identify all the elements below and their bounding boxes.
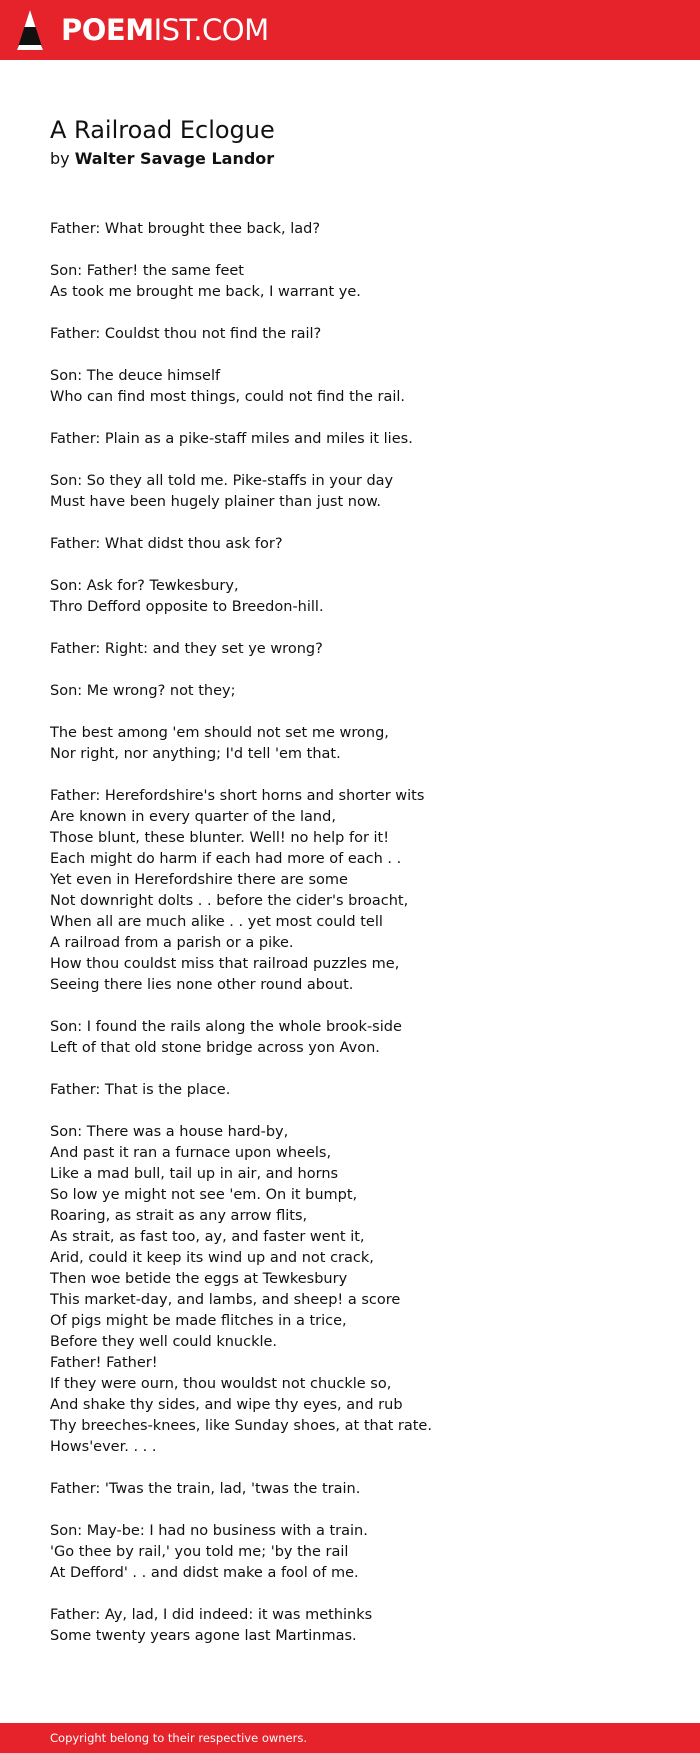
stanza	[50, 576, 670, 618]
stanza	[50, 1017, 670, 1059]
poem-line: Those blunt, these blunter. Well! no help for it!	[50, 830, 390, 846]
poem-line: A railroad from a parish or a pike.	[50, 935, 294, 951]
stanza	[50, 786, 670, 996]
poem-line: Son: So they all told me. Pike-staffs in your day	[50, 473, 394, 489]
brand-bold: POEM	[61, 13, 154, 47]
stanza	[50, 1122, 670, 1458]
poem-line: Are known in every quarter of the land,	[50, 809, 336, 825]
stanza	[50, 723, 670, 765]
poem-line: Father! Father!	[50, 1355, 158, 1371]
poem-line: Father: What didst thou ask for?	[50, 536, 283, 552]
poem-line: Not downright dolts . . before the cider's broacht,	[50, 893, 409, 909]
stanza	[50, 681, 670, 702]
byline-prefix: by	[50, 149, 70, 168]
stanza	[50, 1605, 670, 1647]
poem-line: Father: Plain as a pike-staff miles and miles it lies.	[50, 431, 413, 447]
stanza	[50, 219, 670, 240]
poem-line: And shake thy sides, and wipe thy eyes, and rub	[50, 1397, 403, 1413]
poem-line: The best among 'em should not set me wrong,	[50, 725, 389, 741]
poem-line: Each might do harm if each had more of each . .	[50, 851, 402, 867]
poem-line: 'Go thee by rail,' you told me; 'by the rail	[50, 1544, 349, 1560]
poem-line: When all are much alike . . yet most could tell	[50, 914, 383, 930]
poem-line: Must have been hugely plainer than just now.	[50, 494, 381, 510]
poem-line: Nor right, nor anything; I'd tell 'em that.	[50, 746, 341, 762]
stanza	[50, 429, 670, 450]
poem-line: Arid, could it keep its wind up and not crack,	[50, 1250, 374, 1266]
byline	[50, 148, 274, 170]
poem-line: Father: What brought thee back, lad?	[50, 221, 321, 237]
stanza	[50, 366, 670, 408]
site-logo-text[interactable]	[61, 12, 269, 48]
poem-line: Like a mad bull, tail up in air, and horns	[50, 1166, 339, 1182]
poem-line: Left of that old stone bridge across yon Avon.	[50, 1040, 380, 1056]
poem-line: How thou couldst miss that railroad puzzles me,	[50, 956, 400, 972]
stanza	[50, 324, 670, 345]
poem-line: As strait, as fast too, ay, and faster went it,	[50, 1229, 365, 1245]
poem-line: Some twenty years agone last Martinmas.	[50, 1628, 357, 1644]
poem-line: Then woe betide the eggs at Tewkesbury	[50, 1271, 348, 1287]
stanza	[50, 1521, 670, 1584]
poem-line: Son: Me wrong? not they;	[50, 683, 236, 699]
stanza	[50, 534, 670, 555]
poem-line: Father: 'Twas the train, lad, 'twas the train.	[50, 1481, 361, 1497]
poem-line: Roaring, as strait as any arrow flits,	[50, 1208, 308, 1224]
poem-line: And past it ran a furnace upon wheels,	[50, 1145, 332, 1161]
poem-line: Father: Ay, lad, I did indeed: it was methinks	[50, 1607, 373, 1623]
poem-line: So low ye might not see 'em. On it bumpt,	[50, 1187, 358, 1203]
site-header	[0, 0, 700, 60]
poem-line: Son: I found the rails along the whole brook-side	[50, 1019, 402, 1035]
stanza	[50, 1479, 670, 1500]
poem-line: Hows'ever. . . .	[50, 1439, 157, 1455]
poem-line: At Defford' . . and didst make a fool of me.	[50, 1565, 359, 1581]
poem-line: Father: Herefordshire's short horns and shorter wits	[50, 788, 425, 804]
brand-light: IST.COM	[153, 13, 269, 47]
copyright-text: Copyright belong to their respective owners.	[50, 1731, 308, 1745]
poem-line: Before they well could knuckle.	[50, 1334, 278, 1350]
poem-line: Son: The deuce himself	[50, 368, 221, 384]
poem-line: Of pigs might be made flitches in a trice,	[50, 1313, 347, 1329]
poem-title: A Railroad Eclogue	[50, 116, 275, 144]
poem-line: If they were ourn, thou wouldst not chuckle so,	[50, 1376, 392, 1392]
poem-line: As took me brought me back, I warrant ye.	[50, 284, 361, 300]
poem-line: Thy breeches-knees, like Sunday shoes, at that rate.	[50, 1418, 432, 1434]
pencil-tip-icon[interactable]	[16, 9, 44, 51]
poem-line: Seeing there lies none other round about.	[50, 977, 354, 993]
stanza	[50, 471, 670, 513]
poem-line: Son: Ask for? Tewkesbury,	[50, 578, 239, 594]
stanza	[50, 639, 670, 660]
stanza	[50, 1080, 670, 1101]
poem-line: Son: May-be: I had no business with a train.	[50, 1523, 368, 1539]
poem-line: Father: That is the place.	[50, 1082, 231, 1098]
site-footer	[0, 1723, 700, 1753]
poem-line: Yet even in Herefordshire there are some	[50, 872, 348, 888]
poem-line: Son: There was a house hard-by,	[50, 1124, 289, 1140]
poem-line: Who can find most things, could not find the rail.	[50, 389, 406, 405]
poem-line: This market-day, and lambs, and sheep! a score	[50, 1292, 401, 1308]
poem-line: Son: Father! the same feet	[50, 263, 244, 279]
poem-body	[50, 219, 670, 1668]
author-name: Walter Savage Landor	[74, 149, 275, 168]
poem-line: Father: Couldst thou not find the rail?	[50, 326, 322, 342]
poem-line: Father: Right: and they set ye wrong?	[50, 641, 323, 657]
stanza	[50, 261, 670, 303]
poem-line: Thro Defford opposite to Breedon-hill.	[50, 599, 324, 615]
